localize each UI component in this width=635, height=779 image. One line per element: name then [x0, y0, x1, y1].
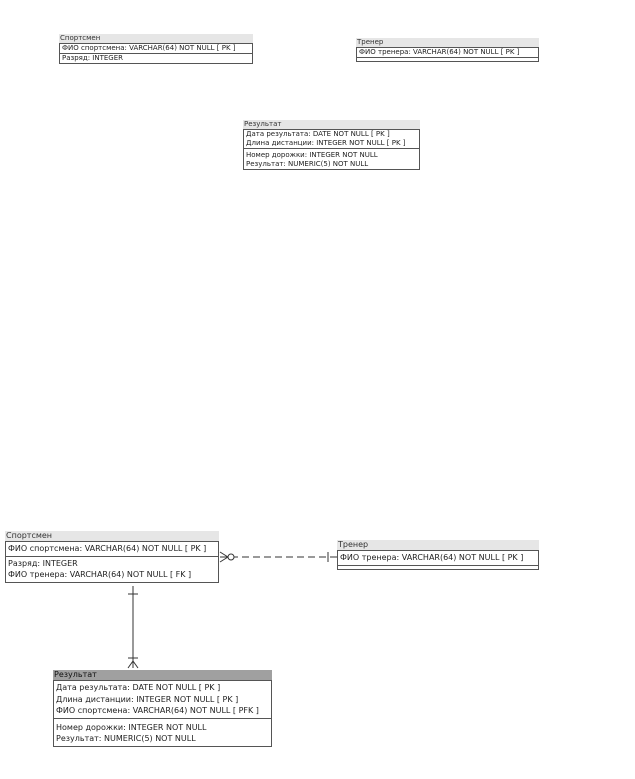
entity-result[interactable]	[53, 670, 272, 747]
attribute-row[interactable]: ФИО спортсмена: VARCHAR(64) NOT NULL [ PFK ]	[56, 706, 259, 715]
attribute-row[interactable]: Длина дистанции: INTEGER NOT NULL [ PK ]	[246, 139, 406, 147]
attribute-row[interactable]: Результат: NUMERIC(5) NOT NULL	[56, 734, 196, 743]
empty-attributes	[338, 565, 538, 569]
entity-coach[interactable]	[337, 540, 539, 570]
crowfoot-sportsman	[220, 552, 228, 557]
attribute-row[interactable]: Номер дорожки: INTEGER NOT NULL	[246, 151, 378, 159]
attribute-row[interactable]: ФИО тренера: VARCHAR(64) NOT NULL [ FK ]	[8, 570, 192, 579]
attribute-row[interactable]: ФИО тренера: VARCHAR(64) NOT NULL [ PK ]	[340, 553, 524, 562]
attribute-row[interactable]: Результат: NUMERIC(5) NOT NULL	[246, 160, 369, 168]
entity-title: Спортсмен	[59, 34, 253, 43]
entity-title: Результат	[53, 670, 272, 680]
entity-title: Тренер	[356, 38, 539, 47]
entity-title: Спортсмен	[5, 531, 219, 541]
entity-sportsman[interactable]	[5, 531, 219, 583]
attribute-row[interactable]: Номер дорожки: INTEGER NOT NULL	[56, 722, 207, 732]
attribute-row[interactable]: Разряд: INTEGER	[8, 558, 78, 568]
attribute-row[interactable]: Дата результата: DATE NOT NULL [ PK ]	[56, 683, 221, 692]
crowfoot-result	[133, 661, 138, 668]
attribute-row[interactable]: ФИО спортсмена: VARCHAR(64) NOT NULL [ PK ]	[8, 544, 207, 553]
attribute-row[interactable]: Разряд: INTEGER	[62, 54, 124, 62]
entity-title: Тренер	[337, 540, 539, 550]
crowfoot-sportsman	[220, 557, 228, 562]
zero-mark-sportsman	[228, 554, 234, 560]
attribute-row[interactable]: Дата результата: DATE NOT NULL [ PK ]	[246, 130, 390, 138]
attribute-row[interactable]: Длина дистанции: INTEGER NOT NULL [ PK ]	[56, 694, 239, 704]
crowfoot-result	[128, 661, 133, 668]
entity-title: Результат	[243, 120, 420, 129]
attribute-row[interactable]: ФИО тренера: VARCHAR(64) NOT NULL [ PK ]	[359, 48, 520, 56]
attribute-row[interactable]: ФИО спортсмена: VARCHAR(64) NOT NULL [ PK ]	[62, 44, 236, 52]
